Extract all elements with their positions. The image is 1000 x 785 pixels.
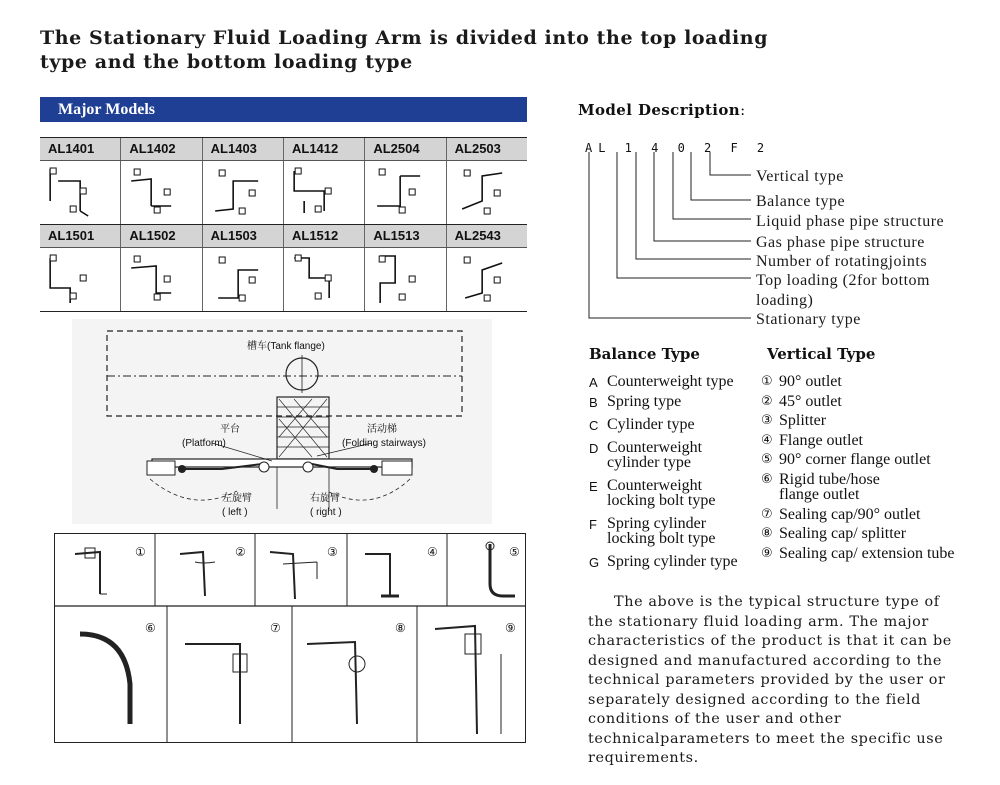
balance-type-text: Counterweight cylinder type bbox=[607, 439, 703, 471]
balance-type-heading: Balance Type bbox=[589, 345, 700, 363]
balance-type-text: Spring cylinder type bbox=[607, 553, 738, 570]
vertical-type-item bbox=[761, 374, 991, 389]
outlet-num-5: ⑤ bbox=[509, 545, 520, 559]
platform-en-label: (Platform) bbox=[182, 438, 226, 449]
desc-stationary-type: Stationary type bbox=[756, 311, 861, 328]
desc-rotating-joints: Number of rotatingjoints bbox=[756, 253, 928, 270]
vertical-type-text: Sealing cap/ extension tube bbox=[779, 544, 955, 562]
vertical-type-item bbox=[761, 413, 991, 428]
vertical-type-item bbox=[761, 452, 991, 467]
vertical-type-text: 90° corner flange outlet bbox=[779, 451, 931, 469]
desc-gas-phase: Gas phase pipe structure bbox=[756, 234, 925, 251]
model-label-al1401: AL1401 bbox=[40, 138, 121, 160]
vertical-type-list bbox=[761, 374, 991, 565]
vertical-type-item bbox=[761, 394, 991, 409]
tank-flange-label: 槽车(Tank flange) bbox=[247, 341, 325, 352]
balance-type-letter: F bbox=[589, 517, 597, 532]
vertical-type-text: Flange outlet bbox=[779, 431, 863, 449]
balance-type-letter: B bbox=[589, 395, 598, 410]
right-arm-cn-label: 右旋臂 bbox=[310, 493, 340, 504]
balance-type-text: Spring cylinder locking bolt type bbox=[607, 515, 716, 547]
tank-diagram-svg bbox=[72, 319, 492, 524]
outlet-6-drawing bbox=[80, 634, 130, 724]
vertical-type-heading: Vertical Type bbox=[767, 345, 876, 363]
balance-type-letter: G bbox=[589, 555, 600, 570]
outlet-9-drawing bbox=[435, 626, 501, 734]
model-pictogram-al1403 bbox=[203, 161, 284, 224]
outlet-1-drawing bbox=[75, 548, 107, 594]
outlet-2-drawing bbox=[180, 552, 215, 596]
right-arm-en-label: ( right ) bbox=[310, 507, 342, 518]
model-label-al1412: AL1412 bbox=[284, 138, 365, 160]
model-description-heading-text: Model Description bbox=[578, 101, 741, 119]
model-pictogram-al1501 bbox=[40, 248, 121, 311]
models-grid-row-1 bbox=[40, 137, 527, 225]
model-label-al1402: AL1402 bbox=[121, 138, 202, 160]
left-arm-en-label: ( left ) bbox=[222, 507, 248, 518]
balance-type-item bbox=[589, 554, 759, 570]
balance-type-letter: A bbox=[589, 375, 598, 390]
page-title bbox=[40, 26, 768, 74]
model-pictogram-al1503 bbox=[203, 248, 284, 311]
balance-type-list bbox=[589, 374, 759, 578]
balance-type-text: Counterweight locking bolt type bbox=[607, 477, 716, 509]
outlet-types-svg bbox=[55, 534, 525, 742]
model-pictogram-al1401 bbox=[40, 161, 121, 224]
model-label-al1403: AL1403 bbox=[203, 138, 284, 160]
outlet-types-figure bbox=[54, 533, 526, 743]
title-line-1: The Stationary Fluid Loading Arm is divided into the top loading bbox=[40, 27, 769, 49]
platform-cn-label: 平台 bbox=[220, 424, 240, 435]
outlet-num-1: ① bbox=[135, 545, 146, 559]
desc-loading-cont: loading) bbox=[756, 292, 814, 309]
model-label-al1503: AL1503 bbox=[203, 225, 284, 247]
vertical-type-text: 45° outlet bbox=[779, 392, 842, 410]
models-grid-row-2 bbox=[40, 224, 527, 312]
model-pictogram-al1513 bbox=[365, 248, 446, 311]
outlet-4-drawing bbox=[365, 554, 399, 596]
balance-type-item bbox=[589, 374, 759, 390]
vertical-type-number: ④ bbox=[761, 432, 773, 448]
model-label-al1512: AL1512 bbox=[284, 225, 365, 247]
vertical-type-text: Splitter bbox=[779, 412, 827, 430]
model-pictogram-al2503 bbox=[447, 161, 527, 224]
outlet-num-7: ⑦ bbox=[270, 621, 281, 635]
model-pictogram-al1412 bbox=[284, 161, 365, 224]
vertical-type-number: ⑥ bbox=[761, 471, 773, 487]
vertical-type-item bbox=[761, 433, 991, 448]
vertical-type-text: Sealing cap/90° outlet bbox=[779, 505, 921, 523]
outlet-num-6: ⑥ bbox=[145, 621, 156, 635]
model-code-tree bbox=[575, 150, 995, 330]
model-label-al2503: AL2503 bbox=[454, 141, 501, 156]
outlet-3-drawing bbox=[270, 552, 317, 599]
tank-platform-diagram bbox=[72, 319, 492, 524]
model-pictogram-al1502 bbox=[121, 248, 202, 311]
balance-type-item bbox=[589, 516, 759, 546]
model-label-al2504: AL2504 bbox=[365, 138, 446, 160]
vertical-type-number: ③ bbox=[761, 413, 773, 429]
outlet-num-4: ④ bbox=[427, 545, 438, 559]
vertical-type-item bbox=[761, 546, 991, 561]
outlet-num-8: ⑧ bbox=[395, 621, 406, 635]
balance-type-letter: D bbox=[589, 441, 599, 456]
outlet-num-3: ③ bbox=[327, 545, 338, 559]
outlet-7-drawing bbox=[185, 644, 247, 724]
balance-type-text: Cylinder type bbox=[607, 416, 695, 433]
stair-tower bbox=[277, 397, 329, 459]
vertical-type-text: Rigid tube/hose flange outlet bbox=[779, 470, 880, 503]
outlet-num-9: ⑨ bbox=[505, 621, 516, 635]
model-label-al2543: AL2543 bbox=[454, 228, 501, 243]
balance-type-letter: E bbox=[589, 479, 598, 494]
vertical-type-text: Sealing cap/ splitter bbox=[779, 525, 907, 543]
balance-type-item bbox=[589, 440, 759, 470]
balance-type-item bbox=[589, 394, 759, 410]
vertical-type-item bbox=[761, 507, 991, 522]
stairs-en-label: (Folding stairways) bbox=[342, 438, 426, 449]
description-paragraph bbox=[588, 593, 968, 769]
title-line-2: type and the bottom loading type bbox=[40, 51, 413, 73]
left-arm-cn-label: 左旋臂 bbox=[222, 493, 252, 504]
paragraph-text: The above is the typical structure type of the stationary fluid loading arm. The major characteristics of the product is that it can be designed and manufactured according to the technical parameters provided by the user or separately designed according to the field conditions of the user and other technicalparameters to meet the specific use requirements. bbox=[588, 594, 952, 766]
model-code: AL 1 4 0 2 F 2 bbox=[585, 141, 771, 155]
model-pictogram-al1512 bbox=[284, 248, 365, 311]
stairs-cn-label: 活动梯 bbox=[367, 424, 397, 435]
model-pictogram-al2504 bbox=[365, 161, 446, 224]
desc-top-loading: Top loading (2for bottom bbox=[756, 272, 930, 289]
balance-type-text: Spring type bbox=[607, 393, 682, 410]
desc-balance-type: Balance type bbox=[756, 193, 846, 210]
outlet-num-2: ② bbox=[235, 545, 246, 559]
vertical-type-text: 90° outlet bbox=[779, 373, 842, 390]
vertical-type-number: ⑦ bbox=[761, 506, 773, 522]
balance-type-letter: C bbox=[589, 418, 599, 433]
vertical-type-number: ① bbox=[761, 374, 773, 389]
model-description-colon: : bbox=[740, 101, 746, 119]
model-label-al1513: AL1513 bbox=[365, 225, 446, 247]
balance-type-item bbox=[589, 478, 759, 508]
model-description-heading bbox=[578, 101, 746, 119]
major-models-banner: Major Models bbox=[40, 97, 527, 122]
vertical-type-item bbox=[761, 526, 991, 541]
model-pictogram-al1402 bbox=[121, 161, 202, 224]
model-pictogram-al2543 bbox=[447, 248, 527, 311]
outlet-8-drawing bbox=[307, 642, 365, 724]
balance-type-item bbox=[589, 417, 759, 433]
model-label-al1502: AL1502 bbox=[121, 225, 202, 247]
desc-vertical-type: Vertical type bbox=[756, 168, 844, 185]
desc-liquid-phase: Liquid phase pipe structure bbox=[756, 213, 945, 230]
vertical-type-number: ② bbox=[761, 393, 773, 409]
vertical-type-number: ⑧ bbox=[761, 526, 773, 542]
vertical-type-number: ⑤ bbox=[761, 452, 773, 468]
vertical-type-number: ⑨ bbox=[761, 545, 773, 561]
balance-type-text: Counterweight type bbox=[607, 373, 734, 390]
model-label-al1501: AL1501 bbox=[40, 225, 121, 247]
vertical-type-item bbox=[761, 472, 991, 502]
